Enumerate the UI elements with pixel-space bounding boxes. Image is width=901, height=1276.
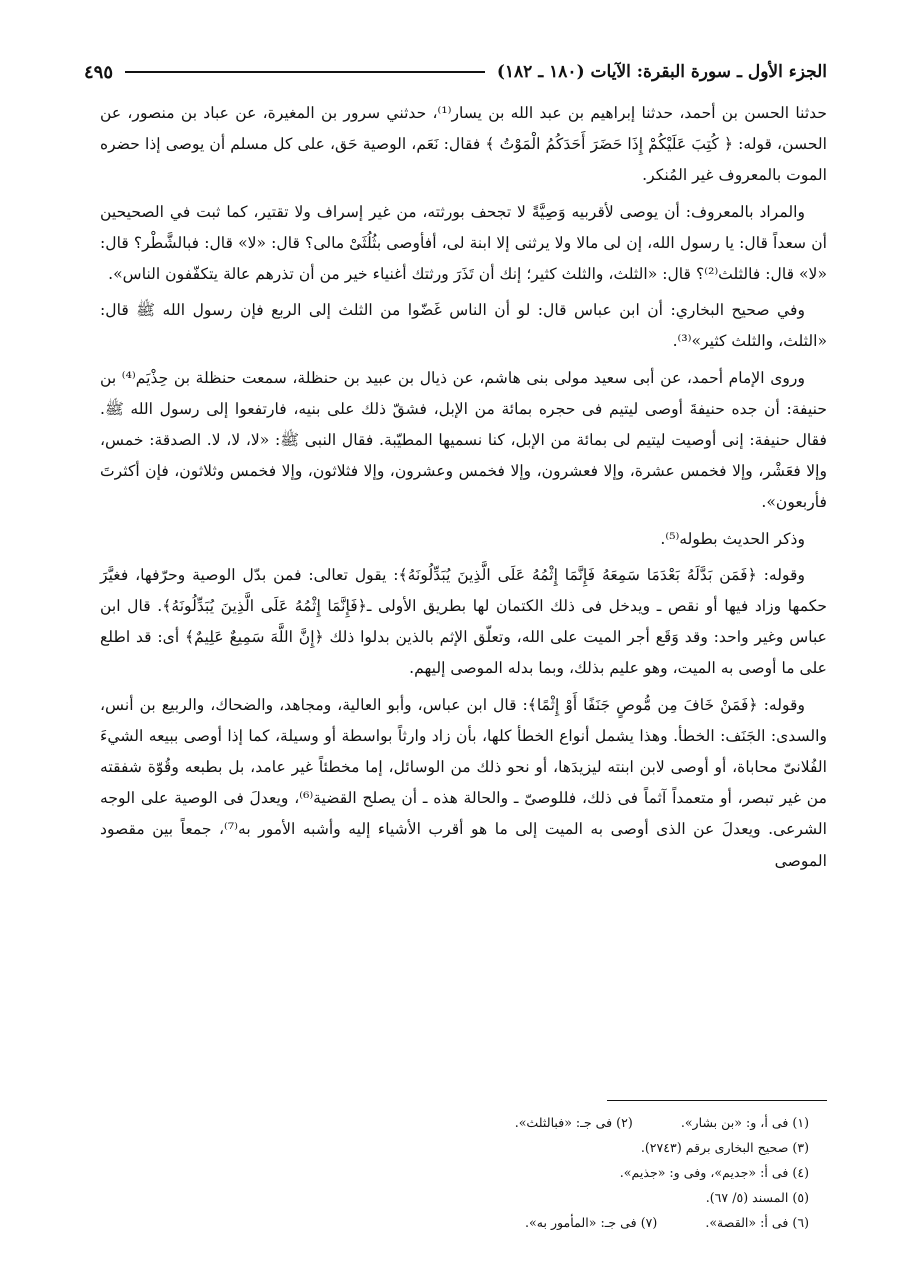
footnote-1: (١) فى أ، و: «بن بشار». bbox=[680, 1115, 809, 1130]
main-text bbox=[100, 98, 827, 882]
footnote-5: (٥) المسند (٥/ ٦٧). bbox=[705, 1190, 809, 1205]
footnotes bbox=[100, 1110, 809, 1235]
footnote-3: (٣) صحيح البخارى برقم (٢٧٤٣). bbox=[640, 1140, 809, 1155]
paragraph-4: وروى الإمام أحمد، عن أبى سعيد مولى بنى هاشم، عن ذيال بن عبيد بن حنظلة، سمعت حنظلة بن حِذْيَم⁽⁴⁾ بن حنيفة: أن جده حنيفةَ أوصى ليتيم فى حجره بمائة من الإبل، فشقّ ذلك على بنيه، فارتفعوا إلى رسول الله ﷺ. فقال حنيفة: إنى أوصيت ليتيم لى بمائة من الإبل، كنا نسميها المطيّبة. فقال النبى ﷺ: «لا، لا، لا. الصدقة: خمس، وإلا فعَشْر، وإلا فخمس عشرة، وإلا فعشرون، وإلا فخمس وعشرون، وإلا فثلاثون، وإلا فخمس وثلاثون، فإن أكثرتَ فأربعون». bbox=[100, 368, 827, 512]
footnote-7: (٧) فى جـ: «المأمور به». bbox=[524, 1215, 658, 1230]
header-rule bbox=[125, 71, 485, 73]
paragraph-6: وقوله: ﴿فَمَن بَدَّلَهُ بَعْدَمَا سَمِعَهُ فَإِنَّمَا إِثْمُهُ عَلَى الَّذِينَ يُبَدِّلُونَهُ﴾: يقول تعالى: فمن بدّل الوصية وحرّفها، فغيَّرَ حكمها وزاد فيها أو نقص ـ ويدخل فى ذلك الكتمان لها بطريق الأولى ـ﴿فَإِنَّمَا إِثْمُهُ عَلَى الَّذِينَ يُبَدِّلُونَهُ﴾. قال ابن عباس وغير واحد: وقد وَقَع أجر الميت على الله، وتعلّق الإثم بالذين بدلوا ذلك ﴿إِنَّ اللَّهَ سَمِيعٌ عَلِيمٌ﴾ أى: قد اطلع على ما أوصى به الميت، وهو عليم بذلك، وبما بدله الموصى إليهم. bbox=[100, 565, 827, 678]
footnote-row bbox=[100, 1110, 809, 1135]
paragraph-7: وقوله: ﴿فَمَنْ خَافَ مِن مُّوصٍ جَنَفًا أَوْ إِثْمًا﴾: قال ابن عباس، وأبو العالية، ومجاهد، والضحاك، والربيع بن أنس، والسدى: الجَنَف: الخطأ. وهذا يشمل أنواع الخطأ كلها، بأن زاد وارثاً بواسطة أو وسيلة، كما إذا أوصى ببيعه الشيءَ الفُلانىّ محاباة، أو أوصى لابن ابنته ليزيدَها، أو نحو ذلك من الوسائل، إما مخطئاً غير عامد، بل بطبعه وقُوّة شفقته من غير تبصر، أو متعمداً آثماً فى ذلك، فللوصىّ ـ والحالة هذه ـ أن يصلح القضية⁽⁶⁾، ويعدلَ فى الوصية على الوجه الشرعى. ويعدلَ عن الذى أوصى به الميت إلى ما هو أقرب الأشياء إليه وأشبه الأمور به⁽⁷⁾، جمعاً بين مقصود الموصى bbox=[100, 695, 828, 870]
footnote-separator bbox=[607, 1100, 827, 1101]
footnote-2: (٢) فى جـ: «فبالثلث». bbox=[514, 1115, 633, 1130]
footnote-4: (٤) فى أ: «جديم»، وفى و: «جذيم». bbox=[619, 1165, 809, 1180]
running-header bbox=[84, 54, 827, 90]
header-title: الجزء الأول ـ سورة البقرة: الآيات (١٨٠ ـ ١٨٢) bbox=[496, 62, 827, 82]
paragraph-3: وفي صحيح البخاري: أن ابن عباس قال: لو أن الناس غَضّوا من الثلث إلى الربع فإن رسول الله ﷺ قال: «الثلث، والثلث كثير»⁽³⁾. bbox=[100, 301, 827, 351]
paragraph-2: والمراد بالمعروف: أن يوصى لأقربيه وَصِيَّةً لا تجحف بورثته، من غير إسراف ولا تقتير، كما ثبت في الصحيحين أن سعداً قال: يا رسول الله، إن لى مالا ولا يرثنى إلا ابنة لى، أفأوصى بثُلُثَىْ مالى؟ قال: «لا» قال: فبالشَّطْر؟ قال: «لا» قال: فالثلث⁽²⁾؟ قال: «الثلث، والثلث كثير؛ إنك أن تَذَرَ ورثتك أغنياء خير من أن تذرهم عالة يتكفّفون الناس». bbox=[100, 202, 827, 284]
page-number: ٤٩٥ bbox=[84, 61, 114, 83]
footnote-row bbox=[100, 1210, 809, 1235]
paragraph-5: وذكر الحديث بطوله⁽⁵⁾. bbox=[660, 529, 805, 548]
paragraph-1: حدثنا الحسن بن أحمد، حدثنا إبراهيم بن عبد الله بن يسار⁽¹⁾، حدثني سرور بن المغيرة، عن عباد بن منصور، عن الحسن، قوله: ﴿ كُتِبَ عَلَيْكُمْ إِذَا حَضَرَ أَحَدَكُمُ الْمَوْتُ ﴾ فقال: نَعَم، الوصية حَق، على كل مسلم أن يوصى إذا حضره الموت بالمعروف غير المُنكر. bbox=[100, 104, 827, 185]
footnote-6: (٦) فى أ: «القصة». bbox=[705, 1215, 809, 1230]
